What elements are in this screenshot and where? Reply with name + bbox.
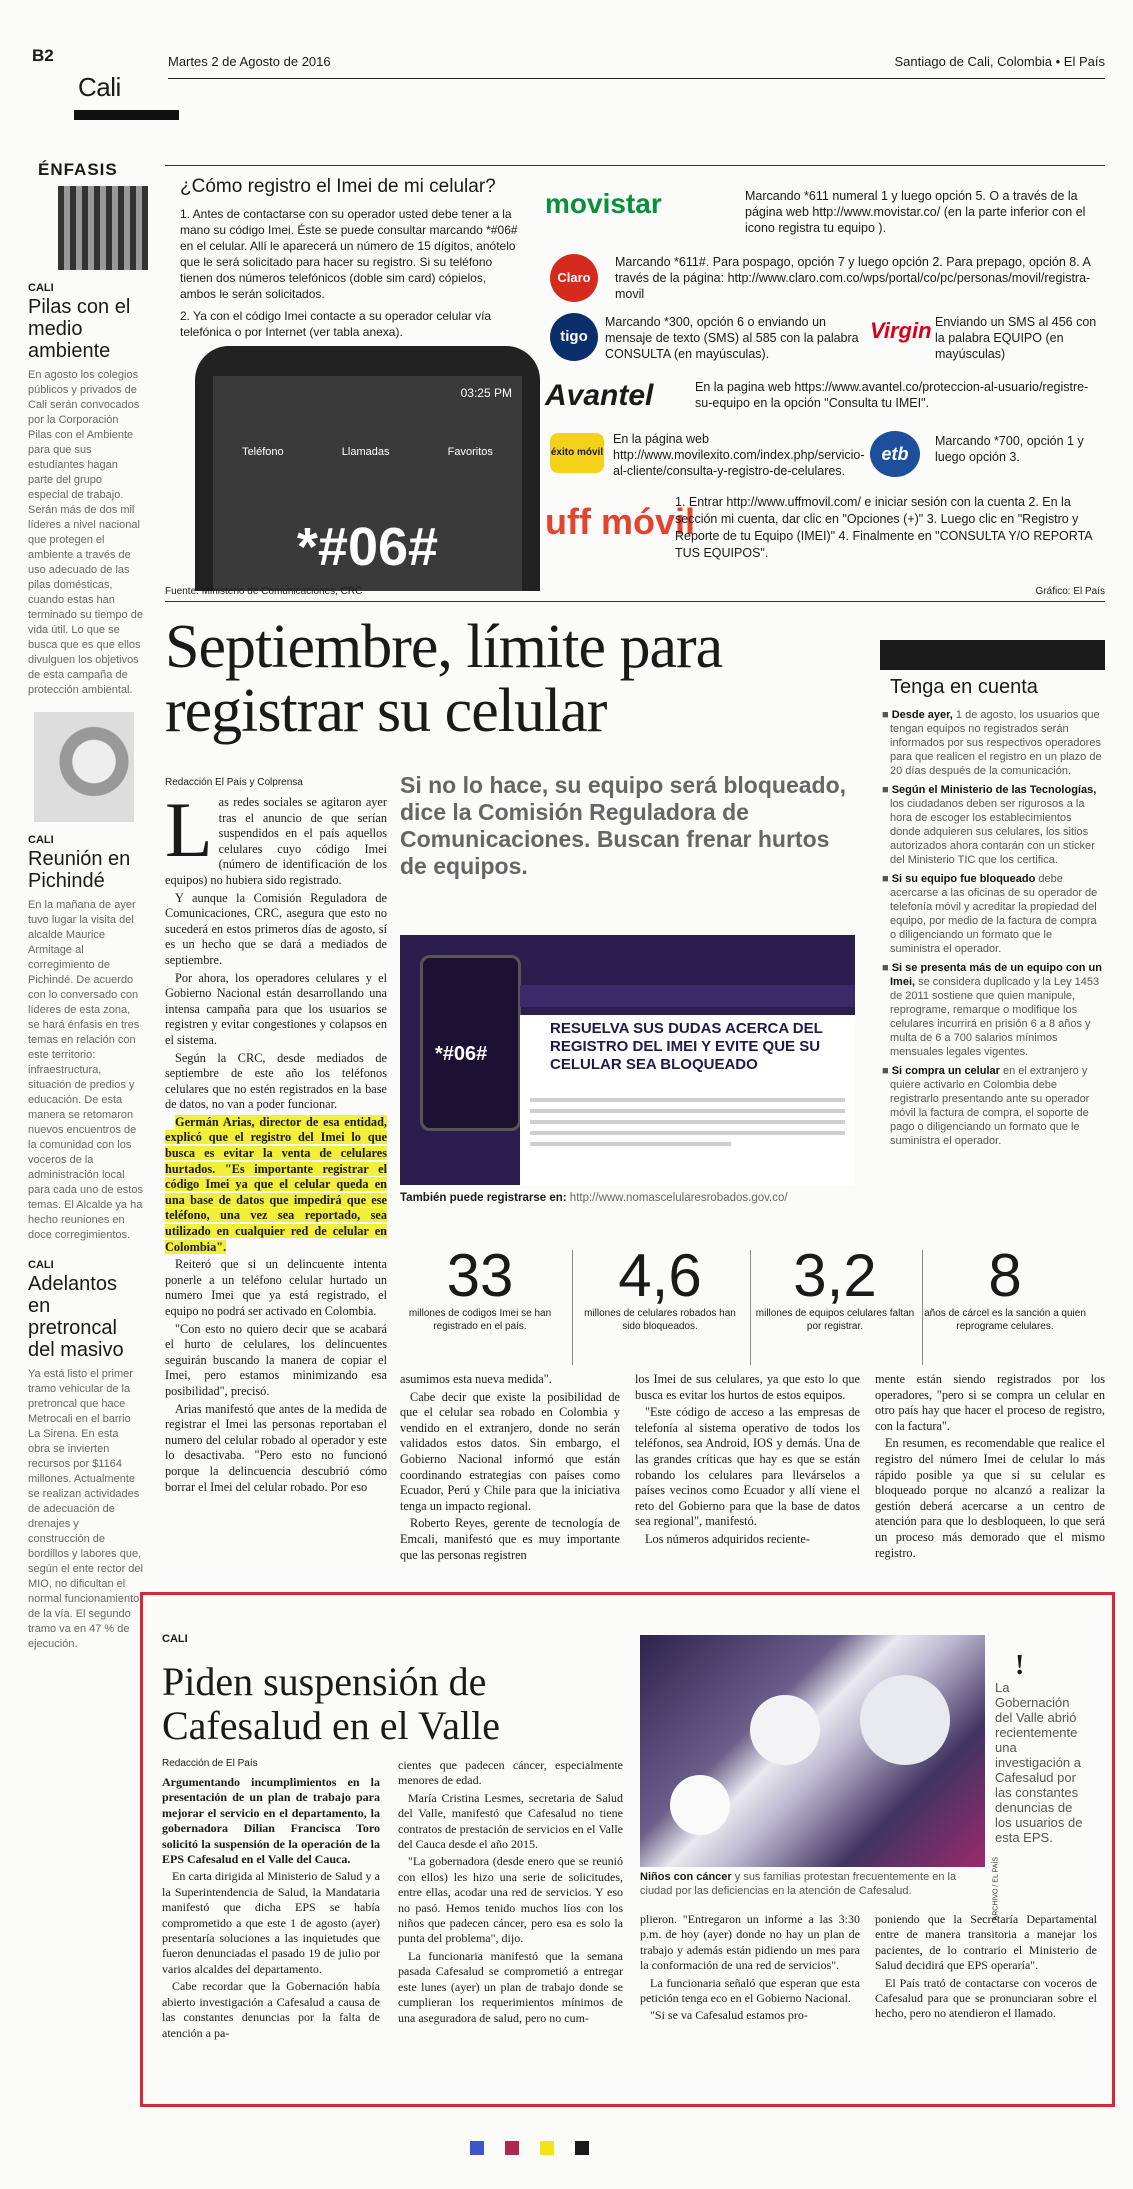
website-navbar [520, 985, 855, 1007]
stat-item [920, 1242, 1090, 1333]
story-paragraph: María Cristina Lesmes, secretaria de Salud del Valle, manifestó que Cafesalud no tiene contratos de prestación de servicios en el Valle del Cauca desde el año 2015. [398, 1790, 623, 1852]
uff-logo: uff móvil [545, 501, 695, 542]
story-paragraph: "La gobernadora (desde enero que se reunió con ellos) les hizo una serie de solicitudes, entre ellas, acodar una red de servicios. Y eso no pasó. Hemos tenido muchos líos con los niños que padecen cáncer, pero esa es solo la punta del problema", dijo. [398, 1854, 623, 1946]
sidebar-item-text: debe acercarse a las oficinas de su operador de telefonía móvil y acreditar la propiedad del equipo, por medio de la factura de compra o diligenciando un formato que le suministra el operador. [890, 873, 1098, 955]
story-paragraph: Y aunque la Comisión Reguladora de Comunicaciones, CRC, asegura que esto no sucederá en estos primeros días de agosto, sí es un hecho que se dará a mediados de septiembre. [165, 890, 387, 967]
operator-instructions: Marcando *611 numeral 1 y luego opción 5. O a través de la página web http://www.movistar.co/ (en la parte inferior con el icono registra tu equipo ). [745, 189, 1086, 235]
story-paragraph: Cabe decir que existe la posibilidad de que el celular sea robado en Colombia y vendido en el extranjero, donde no serán validados estos datos. Sin embargo, el Gobierno Nacional informó que están coordinando estrategias con países como Ecuador, Perú y Chile para que la iniciativa tenga un impacto regional. [400, 1389, 620, 1513]
color-swatch [540, 2141, 554, 2155]
story-paragraph: plieron. "Entregaron un informe a las 3:30 p.m. de hoy (ayer) donde no hay un plan de trabajo y además están pidiendo un mes para la conformación de una red de servicios". [640, 1912, 860, 1973]
tigo-logo: tigo [550, 313, 598, 361]
color-swatch [575, 2141, 589, 2155]
story-paragraph: Por ahora, los operadores celulares y el Gobierno Nacional están desarrollando una intensa campaña para que los usuarios se registren y evitar congestiones y colapsos en el sistema. [165, 970, 387, 1047]
stat-value: 3,2 [793, 1242, 877, 1309]
story-paragraph: Reiteró que si un delincuente intenta ponerle a un teléfono celular hurtado un numero Imei que ya está registrado, el equipo no podrá ser activado en Colombia. [165, 1257, 387, 1318]
cafesalud-headline: Piden suspensión de Cafesalud en el Valle [162, 1659, 501, 1748]
stat-value: 33 [446, 1242, 514, 1309]
story-paragraph: cientes que padecen cáncer, especialmente menores de edad. [398, 1758, 623, 1788]
story-paragraph: "Con esto no quiero decir que se acabará el hurto de celulares, los delincuentes seguirán buscando la manera de copiar el Imei, pero estamos minimizando esa posibilidad", precisó. [165, 1321, 387, 1398]
operator-instructions: Marcando *300, opción 6 o enviando un mensaje de texto (SMS) al 585 con la palabra CONSULTA (en mayúsculas). [605, 315, 859, 361]
stat-item [395, 1242, 565, 1333]
infographic-source: Fuente: Ministerio de Comunicaciones, CRC [165, 586, 363, 597]
phone-apps [213, 446, 522, 458]
story-paragraph: Los números adquiridos reciente- [645, 1531, 810, 1546]
cafesalud-kicker: CALI [162, 1633, 188, 1645]
caption-bold: También puede registrarse en: [400, 1192, 567, 1204]
cafesalud-column-2 [398, 1758, 623, 2028]
stat-value: 8 [988, 1242, 1022, 1309]
exito-logo: éxito móvil [550, 433, 604, 473]
caption-bold: Niños con cáncer [640, 1871, 732, 1883]
issue-place: Santiago de Cali, Colombia • El País [894, 54, 1105, 69]
operator-instructions: 1. Entrar http://www.uffmovil.com/ e iniciar sesión con la cuenta 2. En la sección mi cuenta, dar clic en "Opciones (+)" 3. Luego clic en "Registro y Reporte de tu Equipo (IMEI)" 4. Finalmente en "CONSULTA Y/O REPORTA TUS EQUIPOS". [675, 495, 1092, 560]
story-column-2 [400, 1372, 620, 1565]
brief-title: Pilas con el medio ambiente [28, 296, 131, 362]
cafesalud-byline: Redacción de El País [162, 1758, 258, 1769]
story-column-1 [165, 786, 387, 1497]
sidebar-item: ■ Según el Ministerio de las Tecnologías, los ciudadanos deben ser rigurosos a la hora de escoger los establecimientos donde adquieren sus celulares, los sitios autorizados ahora contarán con un sticker del Ministerio TIC que los certifica. [882, 784, 1097, 866]
sidebar-item: ■ Si compra un celular en el extranjero y quiere activarlo en Colombia debe registrarlo presentando ante su operador móvil la factura de compra, el soporte de pago o diligenciando un formato que le suministra el operador. [882, 1065, 1090, 1147]
story-paragraph: La funcionaria señaló que esperan que esta petición tenga eco en el Gobierno Nacional. [640, 1975, 860, 2006]
cafesalud-column-3 [640, 1912, 860, 2026]
story-paragraph: "Este código de acceso a las empresas de telefonía al sistema operativo de todos los teléfonos, sea Android, IOS y demás. Una de las grandes críticas que hay es que se están robando los celulares para llevárselos a países vecinos como Ecuador y allí viene el reto del Gobierno para que la base de datos sea regional", manifestó. [635, 1405, 860, 1529]
sidebar-title: Tenga en cuenta [890, 676, 1038, 698]
main-subhead: Si no lo hace, su equipo será bloqueado, dice la Comisión Reguladora de Comunicaciones. Buscan frenar hurtos de equipos. [400, 772, 847, 879]
brief-title: Reunión en Pichindé [28, 848, 131, 892]
phone-time: 03:25 PM [460, 386, 512, 400]
imei-code: *#06# [296, 517, 439, 577]
page-number: B2 [32, 46, 54, 65]
caption-text: y sus familias protestan frecuentemente en la ciudad por las deficiencias en la atención de Cafesalud. [640, 1871, 957, 1897]
color-swatch [505, 2141, 519, 2155]
story-paragraph: poniendo que la Secretaría Departamental entre de manera transitoria a manejar los pacientes, de lo contrario el Ministerio de Salud decidirá que EPS operaría". [875, 1912, 1097, 1973]
header-rule [168, 78, 1105, 79]
operator-instructions: En la página web http://www.movilexito.com/index.php/servicio-al-cliente/consulta-y-registro-de-celulares. [613, 432, 865, 478]
step-one: 1. Antes de contactarse con su operador usted debe tener a la mano su código Imei. Éste se puede consultar marcando *#06# en el celular. Allí le aparecerá un número de 15 dígitos, anótelo que le será solicitado para hacer su registro. Si su teléfono tienen dos números telefónicos (doble sim card) cópielos, ambos le serán solicitados. [180, 207, 518, 301]
brief-body: Ya está listo el primer tramo vehicular de la pretroncal que hace Metrocali en el barrio La Sirena. En esta obra se invierten recursos por $1164 millones. Actualmente se realizan actividades de adecuación de drenajes y construcción de bordillos y labores que, según el ente rector del MIO, no dificultan el normal funcionamiento de la vía. El segundo tramo va en 47 % de ejecución. [28, 1368, 143, 1650]
website-text-block [520, 1085, 855, 1185]
claro-logo: Claro [550, 254, 598, 302]
operator-instructions: Enviando un SMS al 456 con la palabra EQUIPO (en mayúsculas) [935, 315, 1097, 361]
sidebar-list [880, 708, 1105, 1153]
sidebar-item: ■ Si su equipo fue bloqueado debe acercarse a las oficinas de su operador de telefonía móvil y acreditar la propiedad del equipo, por medio de la factura de compra o diligenciando un formato que le suministra el operador. [882, 873, 1098, 955]
cafesalud-lead: Argumentando incumplimientos en la presentación de un plan de trabajo para mejorar el servicio en el departamento, la gobernadora Dilian Francisca Toro solicitó la suspensión de la operación de la EPS Cafesalud en el Valle del Cauca. [162, 1775, 380, 1867]
stat-item [575, 1242, 745, 1333]
etb-logo: etb [870, 431, 920, 477]
sidebar-item-text: los ciudadanos deben ser rigurosos a la hora de escoger los establecimientos donde adquieren sus celulares, los sitios autorizados ahora contarán con un sticker del Ministerio TIC que los certifica. [890, 798, 1095, 866]
stat-item [750, 1242, 920, 1333]
sidebar-item-bold: Si compra un celular [891, 1065, 1000, 1077]
highlighted-quote: Germán Arias, director de esa entidad, explicó que el registro del Imei lo que busca es evitar la venta de celulares hurtados. "Es importante registrar el código Imei ya que el celular queda en una base de datos que impedirá que ese teléfono, una vez sea reportado, sea utilizado en cualquier red de celular en Colombia". [165, 1114, 387, 1254]
drop-cap: L [165, 786, 213, 873]
story-lead: as redes sociales se agitaron ayer tras el anuncio de que serían suspendidos en el país aquellos celulares cuyo código Imei (número de identificación de los equipos) no hubiera sido registrado. [165, 795, 387, 887]
story-paragraph: Roberto Reyes, gerente de tecnología de Emcali, manifestó que es muy importante que las personas registren [400, 1516, 620, 1562]
stat-label: millones de codigos Imei se han registrado en el país. [408, 1308, 552, 1332]
step-two: 2. Ya con el código Imei contacte a su operador celular vía telefónica o por Internet (ver tabla anexa). [180, 309, 492, 339]
sidebar-item: ■ Si se presenta más de un equipo con un Imei, se considera duplicado y la Ley 1453 de 2011 sostiene que quien manipule, reprograme, remarque o modifique los celulares incurrirá en prisión 6 a 8 años y multa de 6 a 700 salarios mínimos mensuales legales vigentes. [882, 962, 1102, 1058]
cafesalud-column-1 [162, 1775, 380, 2043]
color-swatch [470, 2141, 484, 2155]
sidebar-item-bold: Si su equipo fue bloqueado [891, 873, 1036, 885]
side-quote: La Gobernación del Valle abrió recientemente una investigación a Cafesalud por las constantes denuncias de los usuarios de esta EPS. [995, 1680, 1083, 1845]
sidebar-item-text: en el extranjero y quiere activarlo en Colombia debe registrarlo presentando ante su operador móvil la factura de compra, el soporte de pago o diligenciando un formato que le suministra el operador. [890, 1065, 1090, 1147]
stat-label: años de cárcel es la sanción a quien reprograme celulares. [924, 1308, 1086, 1332]
sidebar-item-bold: Según el Ministerio de las Tecnologías, [891, 784, 1097, 796]
movistar-logo: movistar [545, 188, 662, 219]
website-phone-graphic [420, 955, 521, 1131]
phone-app-label: Llamadas [341, 446, 390, 458]
caption-url: http://www.nomascelularesrobados.gov.co/ [569, 1192, 788, 1204]
story-paragraph: Cabe recordar que la Gobernación había abierto investigación a Cafesalud a causa de las constantes denuncias por la falta de atención a pa- [162, 1979, 380, 2040]
website-caption [400, 1192, 788, 1204]
brief-kicker: CALI [28, 282, 54, 294]
story-paragraph: Según la CRC, desde mediados de septiembre de este año los teléfonos celulares que no estén registrados en la base de datos, no van a poder funcionar. [165, 1050, 387, 1112]
stat-divider [572, 1250, 573, 1365]
sidebar-item-text: 1 de agosto, los usuarios que tengan equipos no registrados serán informados por sus respectivos operadores para que realicen el registro en un plazo de 20 días después de la comunicación. [890, 709, 1102, 777]
story-paragraph: los Imei de sus celulares, ya que esto lo que busca es evitar los hurtos de estos equipos. [635, 1372, 860, 1402]
story-paragraph: En resumen, es recomendable que realice el registro del número Imei de celular lo más rápido posible ya que si su celular es bloqueado porque no alcanzó a realizar la gestión deberá acercarse a un centro de atención para que lo desbloqueen, lo que será un proceso más demorado que el mismo registro. [875, 1436, 1105, 1560]
story-paragraph: asumimos esta nueva medida". [400, 1372, 552, 1386]
sidebar-item-bold: Desde ayer, [891, 709, 953, 721]
brief-body: En agosto los colegios públicos y privados de Cali serán convocados por la Corporación Pilas con el Ambiente para que sus estudiantes hagan parte del grupo especial de trabajo. Serán más de dos mil líderes a nivel nacional que protegen el ambiente a través de uso adecuado de las pilas domésticas, cuando estas han terminado su tiempo de vida útil. Lo que se busca que es que ellos divulguen los objetivos de esta campaña de protección ambiental. [28, 369, 143, 696]
operator-instructions: En la pagina web https://www.avantel.co/proteccion-al-usuario/registre-su-equipo en la opción "Consulta tu IMEI". [695, 380, 1089, 410]
photo-credit: ARCHIVO / EL PAÍS [992, 1857, 999, 1921]
phone-app-label: Teléfono [242, 446, 284, 458]
phone-app-label: Favoritos [447, 446, 493, 458]
brief-kicker: CALI [28, 834, 54, 846]
website-phone-code: *#06# [435, 1043, 488, 1065]
brief-body: En la mañana de ayer tuvo lugar la visita del alcalde Maurice Armitage al corregimiento de Pichindé. De acuerdo con lo conversado con líderes de esta zona, se hará énfasis en tres temas en relación con este territorio: infraestructura, situación de predios y educación. De esta manera se retomaron nuevos encuentros de la comunidad con los voceros de la administración local para cada uno de estos temas. El Alcalde ya ha hecho reuniones en doce corregimientos. [28, 899, 143, 1241]
operator-instructions: Marcando *611#. Para pospago, opción 7 y luego opción 2. Para prepago, opción 8. A través de la página: http://www.claro.com.co/wps/portal/co/pc/personas/movil/registra-movil [615, 255, 1091, 301]
phone-screen [213, 376, 522, 591]
main-byline: Redacción El País y Colprensa [165, 777, 303, 788]
cafesalud-column-4 [875, 1912, 1097, 2024]
operator-instructions: Marcando *700, opción 1 y luego opción 3. [935, 434, 1084, 464]
sidebar-item-text: se considera duplicado y la Ley 1453 de 2011 sostiene que quien manipule, reprograme, remarque o modifique los celulares incurrirá en prisión 6 a 8 años y multa de 6 a 700 salarios mínimos mensuales legales vigentes. [890, 976, 1100, 1058]
enfasis-column [28, 160, 143, 1652]
exclamation-icon: ! [1015, 1650, 1025, 1681]
photo-caption [640, 1870, 990, 1898]
story-paragraph: Arias manifestó que antes de la medida de registrar el Imei las personas reportaban el numero del celular robado al operador y este lo desactivaba. "Pero esto no funcionó porque la delincuencia descubrió cómo borrar el Imei del celular robado. Por eso [165, 1401, 387, 1494]
batteries-photo [58, 186, 148, 270]
enfasis-label: ÉNFASIS [38, 160, 118, 179]
brief-kicker: CALI [28, 1259, 54, 1271]
sidebar-item-bold: Si se presenta más de un equipo con un Imei, [890, 962, 1102, 988]
story-paragraph: El País trató de contactarse con voceros de Cafesalud para que se pronunciaran sobre el hecho, pero no atendieron el llamado. [875, 1975, 1097, 2021]
stat-value: 4,6 [618, 1242, 702, 1309]
story-paragraph: "Si se va Cafesalud estamos pro- [650, 2008, 808, 2023]
print-color-bar [470, 2140, 607, 2155]
imei-infographic [165, 165, 1105, 602]
story-column-3 [635, 1372, 860, 1550]
story-column-4 [875, 1372, 1105, 1563]
issue-date: Martes 2 de Agosto de 2016 [168, 54, 331, 69]
avantel-logo: Avantel [545, 379, 654, 412]
infographic-credit: Gráfico: El País [1035, 586, 1105, 597]
story-paragraph: La funcionaria manifestó que la semana pasada Cafesalud se comprometió a entregar este lunes (ayer) un plan de trabajo donde se cumplieran los requerimientos mínimos de una aseguradora de salud, pero no cum- [398, 1948, 623, 2025]
phone-illustration [195, 346, 540, 591]
section-name: Cali [78, 72, 121, 102]
virgin-logo: Virgin [870, 318, 932, 343]
website-headline: RESUELVA SUS DUDAS ACERCA DEL REGISTRO DEL IMEI Y EVITE QUE SU CELULAR SEA BLOQUEADO [550, 1020, 823, 1073]
stat-label: millones de equipos celulares faltan por registrar. [755, 1308, 915, 1332]
page-header [28, 40, 1105, 100]
stat-label: millones de celulares robados han sido bloqueados. [584, 1308, 736, 1332]
story-paragraph: mente están siendo registrados por los operadores, "pero si se compra un celular en otro país hay que hacer el proceso de registro, con la factura". [875, 1372, 1105, 1433]
brief-title: Adelantos en pretroncal del masivo [28, 1273, 124, 1361]
sidebar-item: ■ Desde ayer, 1 de agosto, los usuarios que tengan equipos no registrados serán informados por sus respectivos operadores para que realicen el registro en un plazo de 20 días después de la comunicación. [882, 709, 1102, 777]
infographic-title: ¿Cómo registro el Imei de mi celular? [180, 176, 496, 197]
website-screenshot [400, 935, 855, 1185]
story-paragraph: En carta dirigida al Ministerio de Salud y a la Superintendencia de Salud, la Mandataria manifestó que dicha EPS se había comprometido a que este 1 de agosto (ayer) presentaría soluciones a las inquietudes que fueron denunciadas el pasado 19 de julio por varios alcaldes del departamento. [162, 1869, 380, 1976]
main-headline: Septiembre, límite para registrar su celular [165, 613, 723, 745]
mayor-photo [34, 712, 134, 822]
section-bar [74, 110, 179, 120]
sidebar-bar [880, 640, 1105, 670]
